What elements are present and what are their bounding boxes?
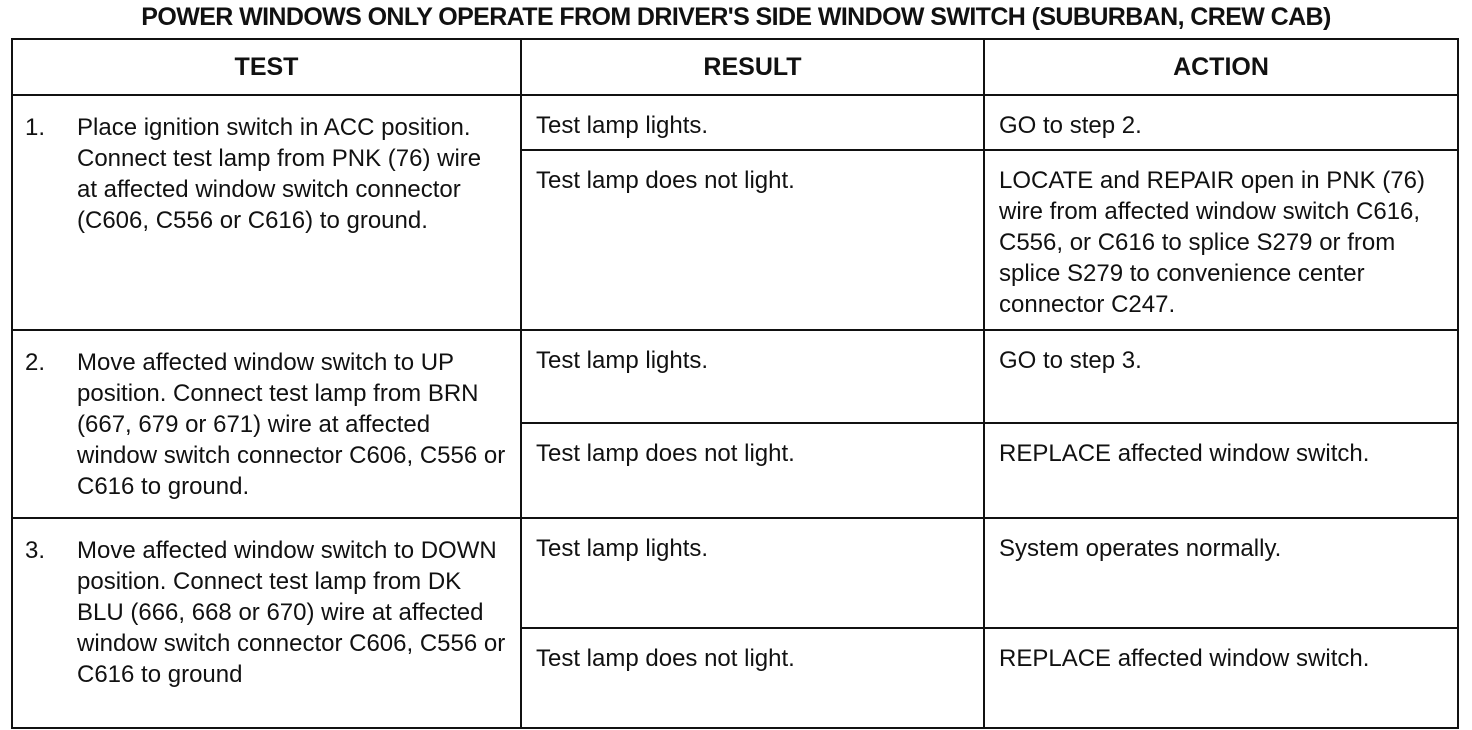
result-cell: Test lamp does not light. (521, 150, 984, 330)
action-cell: GO to step 2. (984, 95, 1458, 150)
table-row (12, 330, 1458, 423)
action-cell: REPLACE affected window switch. (984, 423, 1458, 518)
step-number: 1. (25, 114, 46, 141)
column-header-test: TEST (12, 39, 521, 95)
column-header-action: ACTION (984, 39, 1458, 95)
step-3-test-cell (12, 518, 521, 728)
result-cell: Test lamp does not light. (521, 423, 984, 518)
action-cell: REPLACE affected window switch. (984, 628, 1458, 728)
result-cell: Test lamp lights. (521, 95, 984, 150)
step-number: 3. (25, 537, 46, 564)
result-cell: Test lamp lights. (521, 330, 984, 423)
diagnostic-table (11, 38, 1459, 729)
column-header-result: RESULT (521, 39, 984, 95)
step-number: 2. (25, 349, 46, 376)
step-1-test-cell (12, 95, 521, 330)
table-row (12, 518, 1458, 628)
step-2-test-cell (12, 330, 521, 518)
action-cell: GO to step 3. (984, 330, 1458, 423)
page-title: POWER WINDOWS ONLY OPERATE FROM DRIVER'S SIDE WINDOW SWITCH (SUBURBAN, CREW CAB) (141, 3, 1331, 31)
result-cell: Test lamp does not light. (521, 628, 984, 728)
step-test-text: Move affected window switch to DOWN position. Connect test lamp from DK BLU (666, 668 or 670) wire at affected window switch connector C606, C556 or C616 to ground (77, 537, 506, 688)
action-cell: System operates normally. (984, 518, 1458, 628)
step-test-text: Place ignition switch in ACC position. Connect test lamp from PNK (76) wire at affected window switch connector (C606, C556 or C616) to ground. (77, 114, 482, 234)
result-cell: Test lamp lights. (521, 518, 984, 628)
table-row (12, 95, 1458, 150)
header-row (12, 39, 1458, 95)
action-cell: LOCATE and REPAIR open in PNK (76) wire from affected window switch C616, C556, or C616 to splice S279 or from splice S279 to convenience center connector C247. (984, 150, 1458, 330)
step-test-text: Move affected window switch to UP position. Connect test lamp from BRN (667, 679 or 671) wire at affected window switch connector C606, C556 or C616 to ground. (77, 349, 506, 500)
